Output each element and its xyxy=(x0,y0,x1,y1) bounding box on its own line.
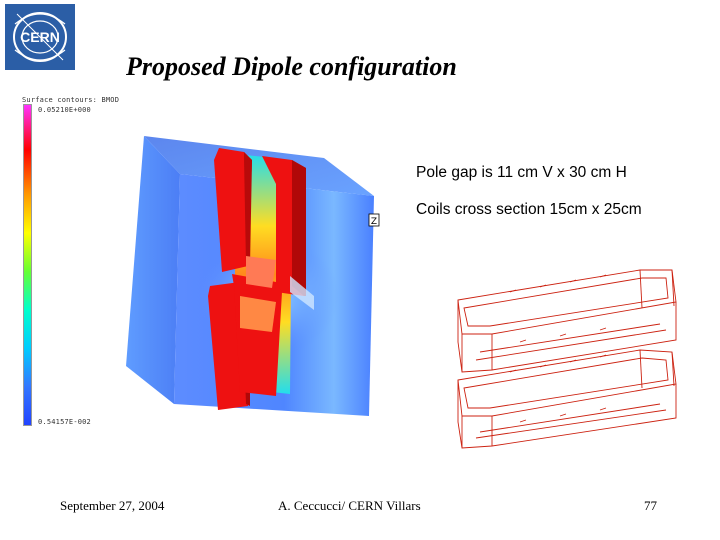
coil-wireframe-upper xyxy=(458,270,676,372)
contour-min-label: 0.54157E-002 xyxy=(38,418,91,426)
contour-title: Surface contours: BMOD xyxy=(22,96,120,104)
axis-marker-z: Z xyxy=(370,217,378,227)
coil-wireframe-ticks xyxy=(510,275,606,422)
contour-max-label: 0.05210E+000 xyxy=(38,106,91,114)
note-pole-gap: Pole gap is 11 cm V x 30 cm H xyxy=(416,164,627,181)
slide-notes xyxy=(416,163,642,237)
coil-wireframe-drawing xyxy=(440,262,690,452)
coil-upper-hotspot xyxy=(246,256,276,288)
coil-lower-hotspot xyxy=(240,296,276,332)
logo-text: CERN xyxy=(20,29,60,45)
footer-date: September 27, 2004 xyxy=(60,498,165,513)
slide-title: Proposed Dipole configuration xyxy=(126,52,457,81)
footer-page-number: 77 xyxy=(644,498,657,513)
cern-logo xyxy=(5,4,75,70)
coil-lower-back xyxy=(232,274,282,396)
yoke-left-face xyxy=(126,136,180,404)
coil-upper-back-side xyxy=(292,160,306,296)
note-coils-cross-section: Coils cross section 15cm x 25cm xyxy=(416,201,642,218)
coil-wireframe-lower xyxy=(458,350,676,448)
footer-author: A. Ceccucci/ CERN Villars xyxy=(278,498,421,513)
dipole-simulation-image xyxy=(14,96,404,436)
